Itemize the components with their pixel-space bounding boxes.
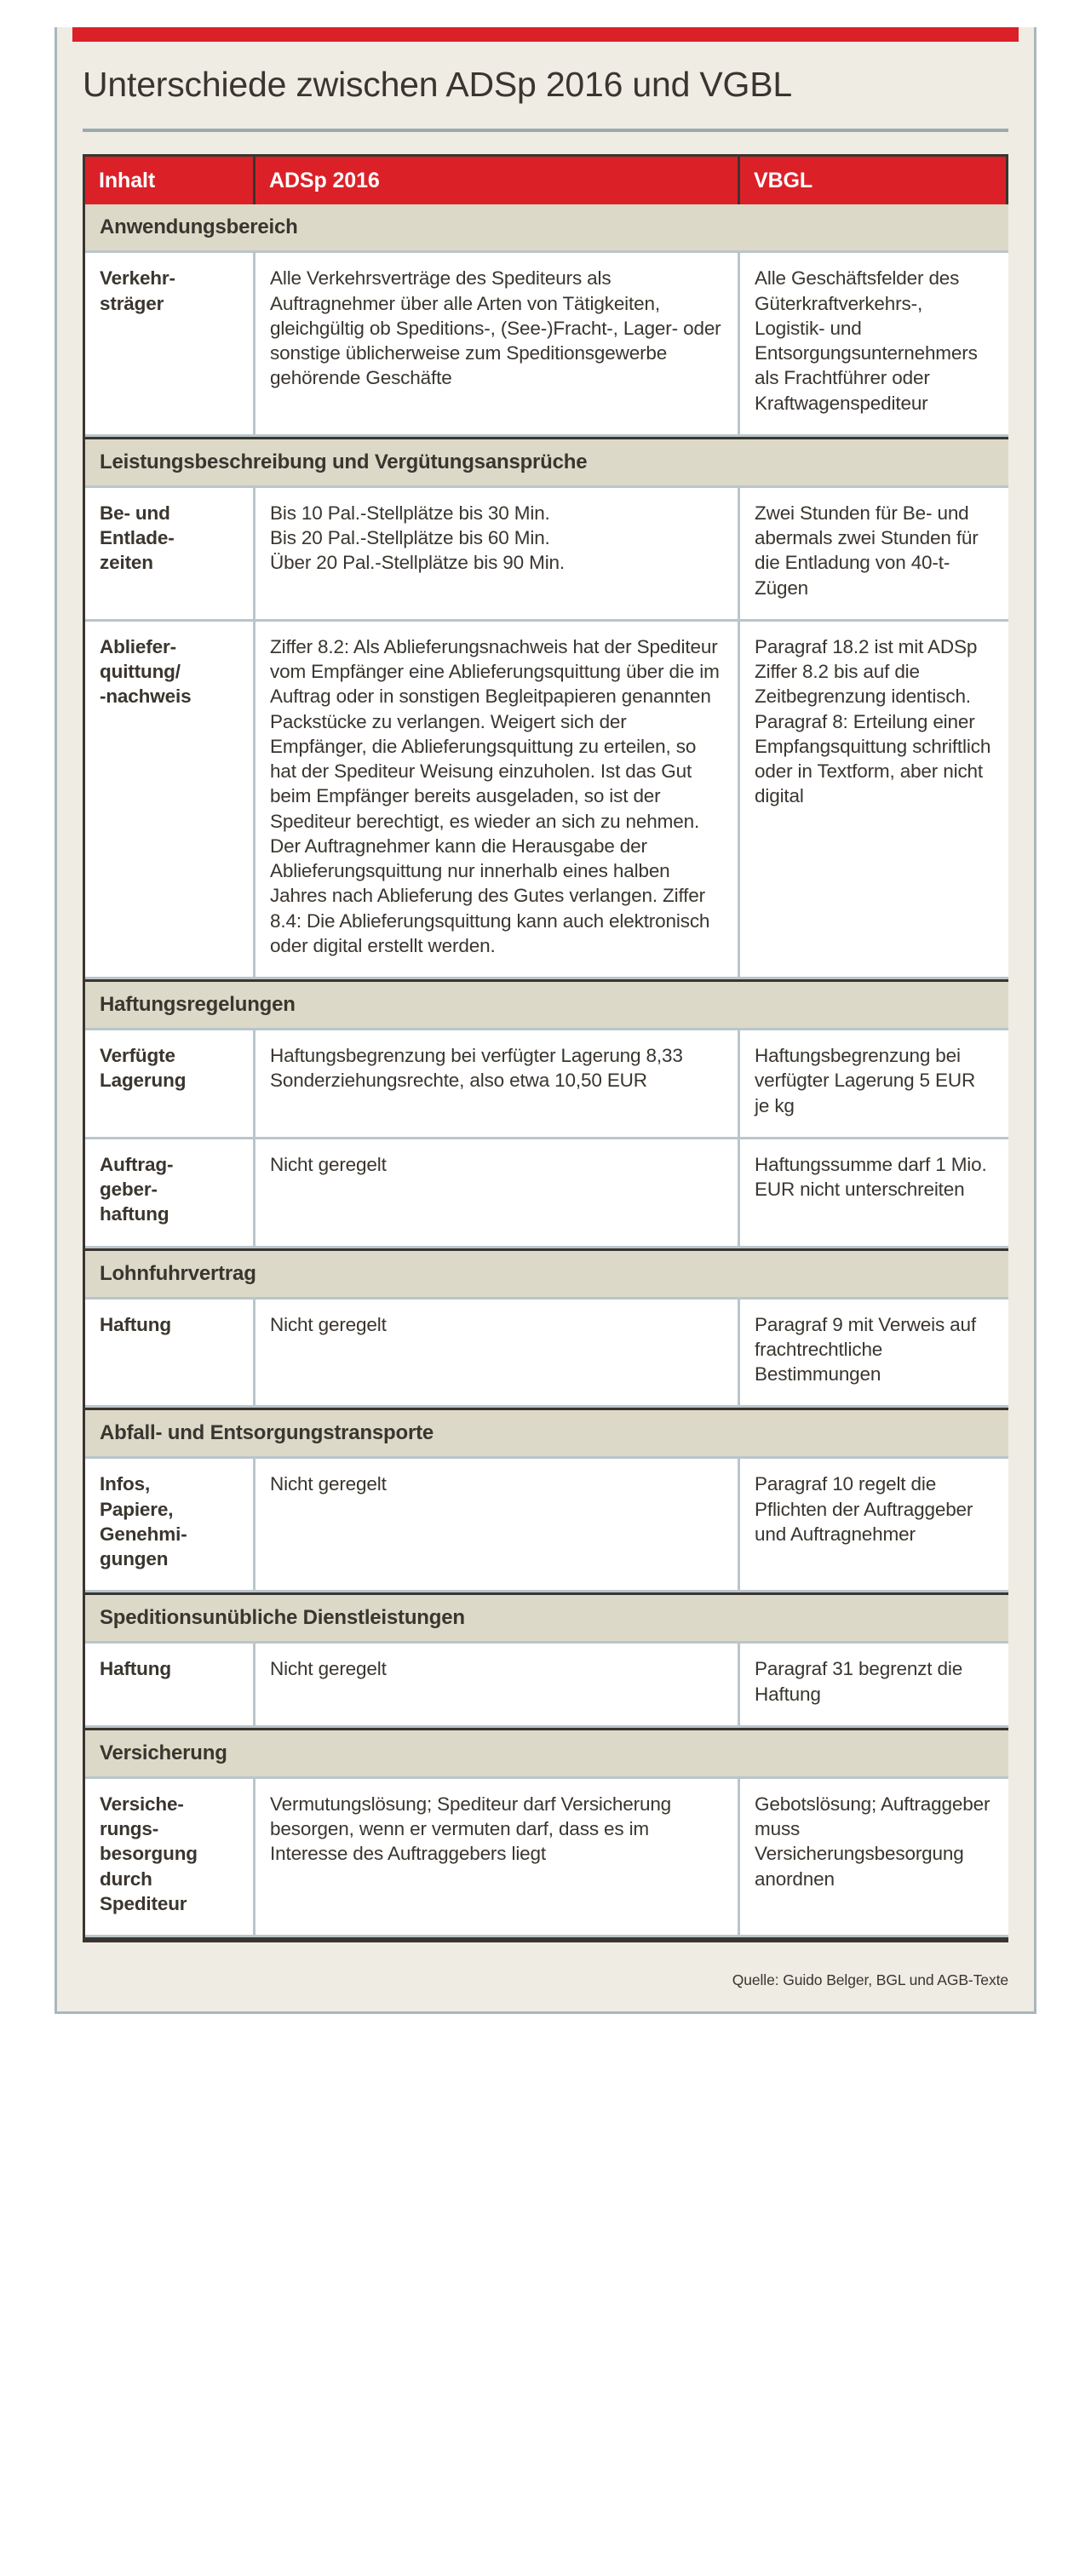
title-divider (83, 129, 1008, 132)
cell-adsp: Nicht geregelt (256, 1299, 738, 1406)
cell-adsp: Bis 10 Pal.-Stellplätze bis 30 Min. Bis 20 Pal.-Stellplätze bis 60 Min. Über 20 Pal.-Stellplätze bis 90 Min. (256, 488, 738, 619)
table-header-row (85, 157, 1008, 204)
table-body (85, 204, 1008, 1937)
section-header: Lohnfuhrvertrag (85, 1248, 1008, 1299)
cell-vbgl: Paragraf 31 begrenzt die Haftung (740, 1644, 1008, 1725)
cell-vbgl: Alle Geschäftsfelder des Güterkraftverkehrs-, Logistik- und Entsorgungsunternehmers als Frachtführer oder Kraftwagenspediteur (740, 253, 1008, 434)
table-row (85, 253, 1008, 437)
top-accent-bar (72, 27, 1019, 42)
cell-adsp: Nicht geregelt (256, 1644, 738, 1725)
table-row (85, 488, 1008, 622)
cell-vbgl: Paragraf 9 mit Verweis auf frachtrechtliche Bestimmungen (740, 1299, 1008, 1406)
poster-panel (55, 27, 1036, 2014)
cell-vbgl: Haftungssumme darf 1 Mio. EUR nicht unterschreiten (740, 1139, 1008, 1246)
table-row (85, 1139, 1008, 1248)
table-row (85, 1644, 1008, 1728)
section-header: Haftungsregelungen (85, 979, 1008, 1030)
row-label: Haftung (85, 1299, 253, 1406)
cell-adsp: Nicht geregelt (256, 1139, 738, 1246)
row-label: Be- und Entlade- zeiten (85, 488, 253, 619)
section-header: Abfall- und Entsorgungstransporte (85, 1408, 1008, 1459)
column-header-vbgl: VBGL (740, 157, 1006, 204)
section-header: Versicherung (85, 1728, 1008, 1779)
section-header: Leistungsbeschreibung und Vergütungsansprüche (85, 437, 1008, 488)
title-block (72, 42, 1019, 103)
cell-adsp: Ziffer 8.2: Als Ablieferungsnachweis hat der Spediteur vom Empfänger eine Ablieferungsquittung über die im Auftrag oder in sonstigen Begleitpapieren genannten Packstücke zu verlangen. Weigert sich der Empfänger, die Ablieferungsquittung zu erteilen, so hat der Spediteur Weisung einzuholen. Ist das Gut beim Empfänger bereits ausgeladen, so ist der Spediteur berechtigt, es wieder an sich zu nehmen. Der Auftragnehmer kann die Herausgabe der Ablieferungsquittung nur innerhalb eines halben Jahres nach Ablieferung des Gutes verlangen. Ziffer 8.4: Die Ablieferungsquittung kann auch elektronisch oder digital erstellt werden. (256, 622, 738, 977)
source-credit: Quelle: Guido Belger, BGL und AGB-Texte (732, 1971, 1008, 1989)
row-label: Haftung (85, 1644, 253, 1725)
comparison-table (83, 154, 1008, 1942)
cell-adsp: Haftungsbegrenzung bei verfügter Lagerung 8,33 Sonderziehungsrechte, also etwa 10,50 EUR (256, 1030, 738, 1137)
table-row (85, 1779, 1008, 1937)
row-label: Auftrag- geber- haftung (85, 1139, 253, 1246)
page-title: Unterschiede zwischen ADSp 2016 und VGBL (83, 65, 793, 104)
row-label: Versiche- rungs- besorgung durch Spediteur (85, 1779, 253, 1935)
cell-adsp: Alle Verkehrsverträge des Spediteurs als Auftragnehmer über alle Arten von Tätigkeiten, gleichgültig ob Speditions-, (See-)Fracht-, Lager- oder sonstige üblicherweise zum Speditionsgewerbe gehörende Geschäfte (256, 253, 738, 434)
section-header: Speditionsunübliche Dienstleistungen (85, 1592, 1008, 1644)
cell-vbgl: Haftungsbegrenzung bei verfügter Lagerung 5 EUR je kg (740, 1030, 1008, 1137)
table-row (85, 622, 1008, 979)
row-label: Abliefer- quittung/ -nachweis (85, 622, 253, 977)
table-row (85, 1459, 1008, 1592)
row-label: Verfügte Lagerung (85, 1030, 253, 1137)
row-label: Infos, Papiere, Genehmi- gungen (85, 1459, 253, 1590)
section-header: Anwendungsbereich (85, 204, 1008, 253)
row-label: Verkehr- sträger (85, 253, 253, 434)
cell-vbgl: Paragraf 10 regelt die Pflichten der Auftraggeber und Auftragnehmer (740, 1459, 1008, 1590)
column-header-adsp: ADSp 2016 (256, 157, 738, 204)
cell-vbgl: Zwei Stunden für Be- und abermals zwei Stunden für die Entladung von 40-t-Zügen (740, 488, 1008, 619)
cell-adsp: Nicht geregelt (256, 1459, 738, 1590)
table-row (85, 1030, 1008, 1139)
cell-vbgl: Gebotslösung; Auftraggeber muss Versicherungsbesorgung anordnen (740, 1779, 1008, 1935)
cell-vbgl: Paragraf 18.2 ist mit ADSp Ziffer 8.2 bis auf die Zeitbegrenzung identisch. Paragraf 8: Erteilung einer Empfangsquittung schriftlich oder in Textform, aber nicht digital (740, 622, 1008, 977)
cell-adsp: Vermutungslösung; Spediteur darf Versicherung besorgen, wenn er vermuten darf, dass es im Interesse des Auftraggebers liegt (256, 1779, 738, 1935)
table-row (85, 1299, 1008, 1408)
table-bottom-rule (85, 1937, 1008, 1940)
column-header-inhalt: Inhalt (85, 157, 253, 204)
